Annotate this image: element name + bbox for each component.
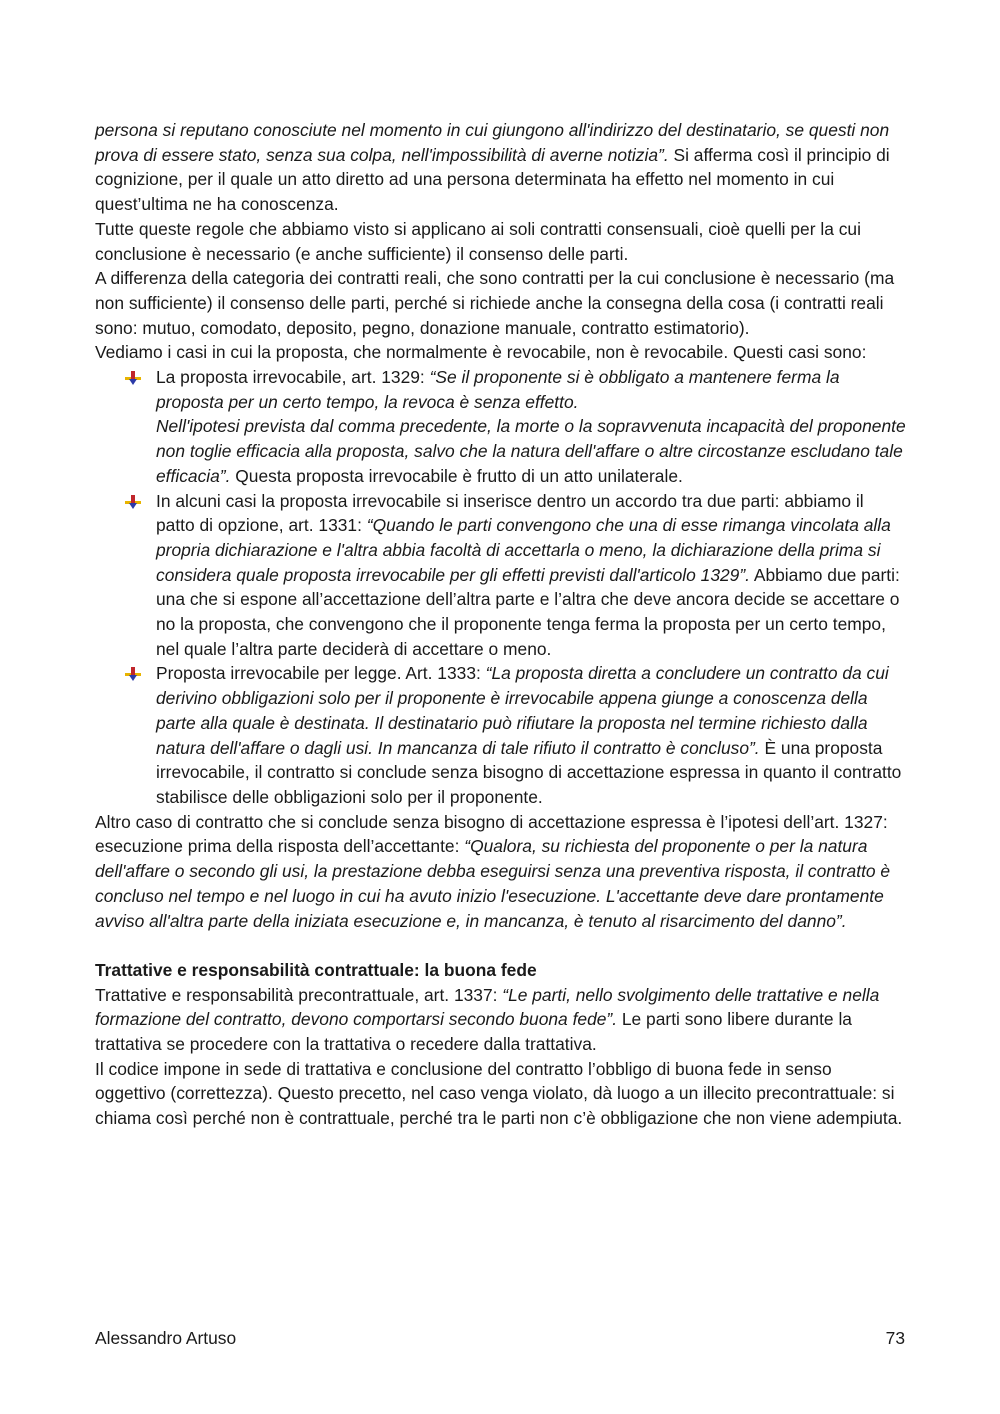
quote-text: persona si reputano conosciute nel momento in cui giungono all'indirizzo del destinatario, se questi non prova di essere stato, senza sua colpa, nell'impossibilità di averne notizia”. <box>95 120 890 165</box>
quote-text: “Le parti, nello svolgimento delle trattative e nella formazione del contratto, devono comportarsi secondo buona fede”. <box>95 984 880 1030</box>
list-item-lead: In alcuni casi la proposta irrevocabile si inserisce dentro un accordo tra due parti: abbiamo il patto di opzione, art. 1331: <box>156 490 864 536</box>
quote-text: “Qualora, su richiesta del proponente o per la natura dell'affare o secondo gli usi, la prestazione debba eseguirsi senza una preventiva risposta, il contratto è concluso nel tempo e nel luogo in cui ha avuto inizio l'esecuzione. L'accettante deve dare prontamente avviso all'altra parte della iniziata esecuzione e, in mancanza, è tenuto al risarcimento del danno”. <box>95 836 891 931</box>
list-item-lead: La proposta irrevocabile, art. 1329: <box>156 367 430 388</box>
quote-text: “La proposta diretta a concludere un contratto da cui derivino obbligazioni solo per il proponente è irrevocabile appena giunge a conoscenza della parte alla quale è destinata. Il destinatario può rifiutare la proposta nel termine richiesto dalla natura dell'affare o dagli usi. In mancanza di tale rifiuto il contratto è concluso”. <box>156 663 889 758</box>
document-body <box>95 118 907 1131</box>
paragraph-4: Vediamo i casi in cui la proposta, che normalmente è revocabile, non è revocabile. Questi casi sono: <box>95 342 867 363</box>
list-item <box>156 489 907 662</box>
page-number: 73 <box>885 1328 905 1348</box>
paragraph-2: Tutte queste regole che abbiamo visto si applicano ai soli contratti consensuali, cioè quelli per la cui conclusione è necessario (e anche sufficiente) il consenso delle parti. <box>95 218 861 264</box>
section-heading: Trattative e responsabilità contrattuale: la buona fede <box>95 959 537 980</box>
body-text: Questa proposta irrevocabile è frutto di un atto unilaterale. <box>230 465 683 486</box>
quote-text: Nell'ipotesi prevista dal comma precedente, la morte o la sopravvenuta incapacità del proponente non toglie efficacia alla proposta, salvo che la natura dell'affare o altre circostanze escludano tale efficacia”. <box>156 416 906 486</box>
body-text: Le parti sono libere durante la trattativa se procedere con la trattativa o recedere dalla trattativa. <box>95 1009 852 1054</box>
paragraph-3: A differenza della categoria dei contratti reali, che sono contratti per la cui conclusione è necessario (ma non sufficiente) il consenso delle parti, perché si richiede anche la consegna della cosa (i contratti reali sono: mutuo, comodato, deposito, pegno, donazione manuale, contratto estimatorio). <box>95 268 895 338</box>
bullet-list <box>95 365 907 810</box>
body-text: È una proposta irrevocabile, il contratto si conclude senza bisogno di accettazione espressa in quanto il contratto stabilisce delle obbligazioni solo per il proponente. <box>156 737 902 807</box>
quote-text: “Se il proponente si è obbligato a mantenere ferma la proposta per un certo tempo, la revoca è senza effetto. <box>156 367 840 412</box>
paragraph-7: Il codice impone in sede di trattativa e conclusione del contratto l’obbligo di buona fede in senso oggettivo (correttezza). Questo precetto, nel caso venga violato, dà luogo a un illecito precontrattuale: si chiama così perché non è contrattuale, perché tra le parti non c’è obbligazione che non viene adempiuta. <box>95 1058 903 1129</box>
list-item <box>156 365 907 489</box>
paragraph-5 <box>95 810 907 934</box>
paragraph-1 <box>95 118 907 217</box>
body-text: Si afferma così il principio di cognizione, per il quale un atto diretto ad una persona determinata ha effetto nel momento in cui quest’ultima ne ha conoscenza. <box>95 144 890 215</box>
paragraph-6 <box>95 983 907 1057</box>
list-item-lead: Proposta irrevocabile per legge. Art. 1333: <box>156 663 486 684</box>
arrow-down-bullet-icon <box>125 667 141 681</box>
body-text: Altro caso di contratto che si conclude senza bisogno di accettazione espressa è l’ipotesi dell’art. 1327: esecuzione prima della risposta dell’accettante: <box>95 811 888 857</box>
arrow-down-bullet-icon <box>125 495 141 509</box>
body-text: Abbiamo due parti: una che si espone all’accettazione dell’altra parte e l’altra che deve ancora decide se accettare o no la proposta, che convengono che il proponente tenga ferma la proposta per un certo tempo, nel quale l’altra parte deciderà di accettare o meno. <box>156 564 900 659</box>
footer-author: Alessandro Artuso <box>95 1328 237 1348</box>
quote-text: “Quando le parti convengono che una di esse rimanga vincolata alla propria dichiarazione e l'altra abbia facoltà di accettarla o meno, la dichiarazione della prima si considera quale proposta irrevocabile per gli effetti previsti dall'articolo 1329”. <box>156 515 891 585</box>
arrow-down-bullet-icon <box>125 371 141 385</box>
body-text: Trattative e responsabilità precontrattuale, art. 1337: <box>95 984 503 1005</box>
list-item <box>156 661 907 809</box>
spacer <box>95 933 907 958</box>
